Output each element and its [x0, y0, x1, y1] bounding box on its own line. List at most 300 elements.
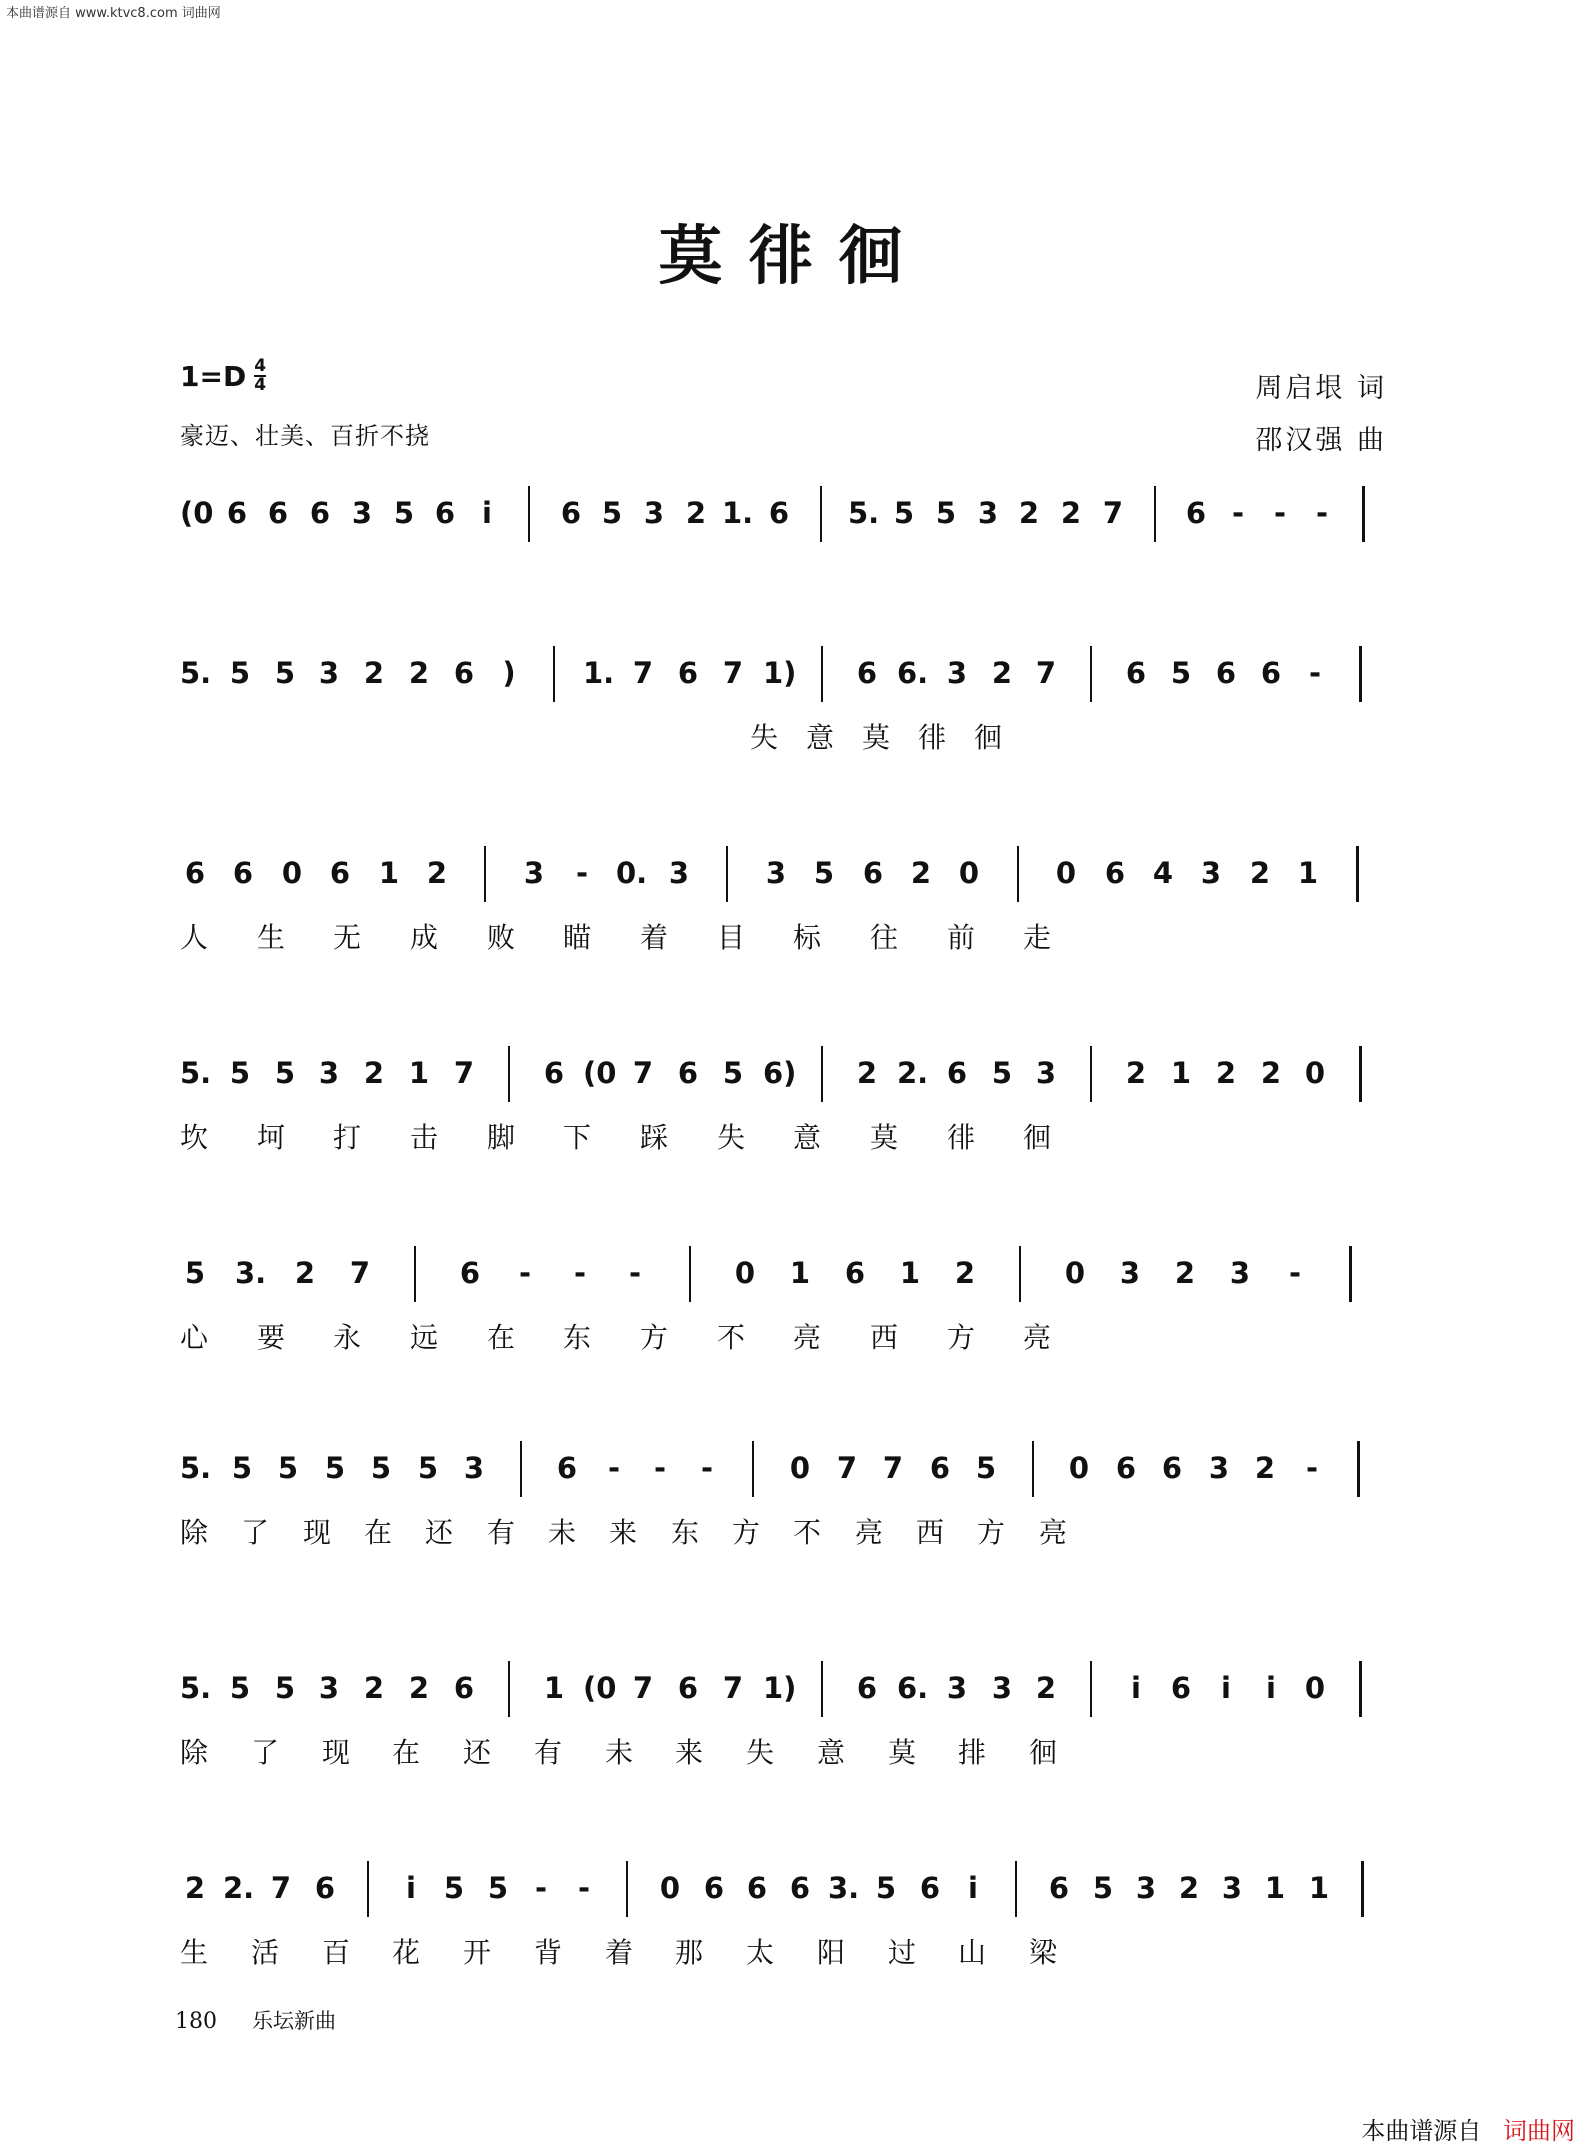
note: 6: [1048, 1871, 1070, 1905]
note: -: [607, 1451, 621, 1485]
lyric-char: 除: [180, 1736, 210, 1769]
note: 2: [991, 656, 1013, 690]
bar-line: [1362, 486, 1365, 542]
note: 2: [1215, 1056, 1237, 1090]
lyric-char: 方: [640, 1321, 670, 1354]
note: 6: [844, 1256, 866, 1290]
lyric-char: 标: [793, 921, 823, 954]
note: 6: [1104, 856, 1126, 890]
lyric-char: 百: [322, 1936, 352, 1969]
bar-line: [553, 646, 555, 702]
lyric-char: 生: [180, 1936, 210, 1969]
note: 7: [882, 1451, 904, 1485]
note: 5.: [848, 496, 880, 530]
time-top: 4: [254, 356, 267, 376]
note: 6: [453, 1671, 475, 1705]
time-signature: [254, 358, 266, 394]
note: 5.: [180, 656, 212, 690]
lyric-char: 来: [609, 1516, 639, 1549]
lyric-char: 意: [793, 1121, 823, 1154]
note: -: [1288, 1256, 1302, 1290]
note: 5: [184, 1256, 206, 1290]
note: 2: [408, 1671, 430, 1705]
lyric-line: [180, 716, 1400, 756]
note: 6: [789, 1871, 811, 1905]
bar-line: [1015, 1861, 1017, 1917]
lyric-char: 莫: [870, 1121, 900, 1154]
note-line: [180, 850, 1400, 900]
lyric-char: 亮: [1023, 1321, 1053, 1354]
lyric-char: 过: [888, 1936, 918, 1969]
bar-line: [1357, 1441, 1360, 1497]
lyric-char: 还: [425, 1516, 455, 1549]
note: 4: [1152, 856, 1174, 890]
note: 1: [899, 1256, 921, 1290]
note: 1.: [583, 656, 615, 690]
note: 6: [459, 1256, 481, 1290]
note-line: [180, 1665, 1400, 1715]
note: i: [1266, 1671, 1276, 1705]
note: 5: [274, 1671, 296, 1705]
note: 3: [351, 496, 373, 530]
bar-line: [752, 1441, 754, 1497]
note: 6: [1260, 656, 1282, 690]
lyric-char: 前: [947, 921, 977, 954]
note: 1: [1170, 1056, 1192, 1090]
note: 7: [632, 1056, 654, 1090]
note: 0: [1068, 1451, 1090, 1485]
note: 2: [408, 656, 430, 690]
key-signature: [180, 358, 266, 394]
lyric-char: 亮: [855, 1516, 885, 1549]
note: -: [518, 1256, 532, 1290]
note: -: [573, 1256, 587, 1290]
note: 6: [434, 496, 456, 530]
lyric-char: 生: [257, 921, 287, 954]
note: 7: [836, 1451, 858, 1485]
lyric-char: 坷: [257, 1121, 287, 1154]
note: 6: [677, 1671, 699, 1705]
lyric-char: 有: [534, 1736, 564, 1769]
lyric-char: 意: [817, 1736, 847, 1769]
note: 2: [1260, 1056, 1282, 1090]
note: 6: [862, 856, 884, 890]
note: i: [1221, 1671, 1231, 1705]
note: 6: [314, 1871, 336, 1905]
note: 6: [856, 1671, 878, 1705]
note: 0: [1304, 1671, 1326, 1705]
note: 5: [274, 656, 296, 690]
bar-line: [1349, 1246, 1352, 1302]
note: -: [628, 1256, 642, 1290]
note: (0: [583, 1671, 617, 1705]
lyric-char: 着: [605, 1936, 635, 1969]
note: 2: [363, 1671, 385, 1705]
watermark-bottom-left: 本曲谱源自: [1361, 2117, 1482, 2145]
note: 3.: [828, 1871, 860, 1905]
note: 3: [1119, 1256, 1141, 1290]
bar-line: [528, 486, 530, 542]
note: 1: [789, 1256, 811, 1290]
note: 3: [1035, 1056, 1057, 1090]
note: 6: [677, 656, 699, 690]
note: 2.: [223, 1871, 255, 1905]
lyric-char: 败: [487, 921, 517, 954]
note: 5.: [180, 1671, 212, 1705]
note: 3: [1135, 1871, 1157, 1905]
lyric-char: 坎: [180, 1121, 210, 1154]
lyric-char: 徊: [1023, 1121, 1053, 1154]
lyric-char: 方: [732, 1516, 762, 1549]
note: 1: [1308, 1871, 1330, 1905]
note: 7: [722, 656, 744, 690]
note: 2: [363, 1056, 385, 1090]
lyric-char: 脚: [487, 1121, 517, 1154]
lyric-char: 徊: [1029, 1736, 1059, 1769]
note: 6: [677, 1056, 699, 1090]
note: 6.: [897, 656, 929, 690]
note: 3: [1229, 1256, 1251, 1290]
lyric-char: 花: [392, 1936, 422, 1969]
lyric-char: 亮: [793, 1321, 823, 1354]
bar-line: [520, 1441, 522, 1497]
bar-line: [820, 486, 822, 542]
note: 6: [703, 1871, 725, 1905]
note: -: [575, 856, 589, 890]
note-line: [180, 1050, 1400, 1100]
lyric-line: [180, 556, 1400, 596]
note: 0: [1064, 1256, 1086, 1290]
note: 0: [1304, 1056, 1326, 1090]
note: 6: [1185, 496, 1207, 530]
lyric-char: 阳: [817, 1936, 847, 1969]
note: 1: [408, 1056, 430, 1090]
note: 5: [1092, 1871, 1114, 1905]
book-title: 乐坛新曲: [252, 2009, 336, 2033]
composer-credit: 邵汉强 曲: [1255, 425, 1387, 456]
bar-line: [1359, 1046, 1362, 1102]
note: 6: [267, 496, 289, 530]
lyric-char: 往: [870, 921, 900, 954]
lyric-char: 了: [251, 1736, 281, 1769]
note: (0: [583, 1056, 617, 1090]
note: 0: [281, 856, 303, 890]
note: 6: [856, 656, 878, 690]
note: 6: [560, 496, 582, 530]
note: i: [406, 1871, 416, 1905]
bar-line: [1359, 646, 1362, 702]
note: 1: [543, 1671, 565, 1705]
note: 0: [659, 1871, 681, 1905]
lyric-char: 踩: [640, 1121, 670, 1154]
note: i: [1131, 1671, 1141, 1705]
watermark-bottom-right: 词曲网: [1503, 2117, 1575, 2145]
lyric-char: 那: [675, 1936, 705, 1969]
lyric-char: 现: [303, 1516, 333, 1549]
note: 6: [919, 1871, 941, 1905]
note: 7: [1102, 496, 1124, 530]
lyric-char: 着: [640, 921, 670, 954]
note: 5: [1170, 656, 1192, 690]
note-line: [180, 650, 1400, 700]
score-row: [180, 490, 1400, 620]
note: 6: [1215, 656, 1237, 690]
note: 0: [734, 1256, 756, 1290]
note: 2: [1125, 1056, 1147, 1090]
lyric-char: 背: [534, 1936, 564, 1969]
note: 1: [378, 856, 400, 890]
note: 2: [910, 856, 932, 890]
score-row: [180, 1050, 1400, 1180]
note: 1: [1264, 1871, 1286, 1905]
lyric-line: [180, 1931, 1400, 1971]
note: 2: [856, 1056, 878, 1090]
note: 6: [929, 1451, 951, 1485]
note: 7: [453, 1056, 475, 1090]
tempo-marking: 豪迈、壮美、百折不挠: [180, 422, 430, 450]
lyric-char: 目: [717, 921, 747, 954]
bar-line: [508, 1046, 510, 1102]
bar-line: [626, 1861, 628, 1917]
note: 6: [1170, 1671, 1192, 1705]
bar-line: [1032, 1441, 1034, 1497]
note: 5: [393, 496, 415, 530]
note: 3: [1200, 856, 1222, 890]
lyric-char: 莫: [862, 721, 892, 754]
note-line: [180, 490, 1400, 540]
lyric-char: 方: [947, 1321, 977, 1354]
bar-line: [1090, 1661, 1092, 1717]
note: 7: [270, 1871, 292, 1905]
lyric-char: 在: [487, 1321, 517, 1354]
note: 2: [426, 856, 448, 890]
note: 3: [463, 1451, 485, 1485]
note: 7: [349, 1256, 371, 1290]
lyric-char: 成: [410, 921, 440, 954]
lyric-line: [180, 1116, 1400, 1156]
note: 5: [229, 1056, 251, 1090]
note: 2: [1060, 496, 1082, 530]
note: -: [577, 1871, 591, 1905]
score-row: [180, 1445, 1400, 1575]
bar-line: [1359, 1661, 1362, 1717]
lyric-char: 太: [746, 1936, 776, 1969]
note: -: [1305, 1451, 1319, 1485]
note: 5: [274, 1056, 296, 1090]
lyric-char: 要: [257, 1321, 287, 1354]
page-number: 180: [175, 2009, 217, 2034]
lyric-char: 心: [180, 1321, 210, 1354]
lyric-char: 徊: [974, 721, 1004, 754]
note: 5: [417, 1451, 439, 1485]
note: 1): [763, 656, 797, 690]
note: 3: [765, 856, 787, 890]
lyric-char: 失: [746, 1736, 776, 1769]
note: 6: [184, 856, 206, 890]
note: 3: [946, 656, 968, 690]
lyric-char: 亮: [1039, 1516, 1069, 1549]
note: ): [502, 656, 516, 690]
note: 6.: [897, 1671, 929, 1705]
note: 2: [1249, 856, 1271, 890]
note: 2.: [897, 1056, 929, 1090]
note: (0: [180, 496, 214, 530]
note: 2: [294, 1256, 316, 1290]
lyric-char: 失: [717, 1121, 747, 1154]
note: 3: [946, 1671, 968, 1705]
note: 0.: [616, 856, 648, 890]
lyric-char: 在: [364, 1516, 394, 1549]
bar-line: [414, 1246, 416, 1302]
bar-line: [1090, 646, 1092, 702]
note: 5: [601, 496, 623, 530]
note: 7: [1035, 656, 1057, 690]
lyric-char: 在: [392, 1736, 422, 1769]
note: 5: [443, 1871, 465, 1905]
bar-line: [1356, 846, 1359, 902]
page-footer: [175, 2005, 336, 2035]
note: 2: [685, 496, 707, 530]
note: 2: [1035, 1671, 1057, 1705]
lyric-char: 除: [180, 1516, 210, 1549]
note: 6: [556, 1451, 578, 1485]
note: 7: [722, 1671, 744, 1705]
note: -: [700, 1451, 714, 1485]
note: 3: [991, 1671, 1013, 1705]
note: 5: [975, 1451, 997, 1485]
score-row: [180, 650, 1400, 780]
note: i: [968, 1871, 978, 1905]
note: 5: [370, 1451, 392, 1485]
bar-line: [821, 1046, 823, 1102]
bar-line: [1090, 1046, 1092, 1102]
note: 3: [318, 1671, 340, 1705]
lyric-line: [180, 1731, 1400, 1771]
lyric-char: 还: [463, 1736, 493, 1769]
note: 5: [875, 1871, 897, 1905]
note-line: [180, 1865, 1400, 1915]
note: 3: [1221, 1871, 1243, 1905]
lyric-char: 梁: [1029, 1936, 1059, 1969]
note: -: [534, 1871, 548, 1905]
note: 6: [329, 856, 351, 890]
lyric-char: 人: [180, 921, 210, 954]
note: 0: [958, 856, 980, 890]
note: 6: [232, 856, 254, 890]
note: 5: [935, 496, 957, 530]
bar-line: [1019, 1246, 1021, 1302]
lyric-line: [180, 1511, 1400, 1551]
bar-line: [726, 846, 728, 902]
lyric-char: 未: [605, 1736, 635, 1769]
note: 3.: [235, 1256, 267, 1290]
note: 5: [813, 856, 835, 890]
note: 6: [1115, 1451, 1137, 1485]
note: 3: [1208, 1451, 1230, 1485]
note: 2: [954, 1256, 976, 1290]
note: 3: [318, 656, 340, 690]
note: 5: [722, 1056, 744, 1090]
watermark-top: 本曲谱源自 www.ktvc8.com 词曲网: [6, 6, 221, 21]
bar-line: [367, 1861, 369, 1917]
lyric-char: 开: [463, 1936, 493, 1969]
note: 3: [643, 496, 665, 530]
bar-line: [689, 1246, 691, 1302]
lyric-char: 永: [333, 1321, 363, 1354]
lyric-char: 下: [563, 1121, 593, 1154]
lyric-char: 失: [750, 721, 780, 754]
note: 1.: [722, 496, 754, 530]
lyric-char: 排: [958, 1736, 988, 1769]
lyric-char: 活: [251, 1936, 281, 1969]
note: 5.: [180, 1056, 212, 1090]
score-row: [180, 850, 1400, 980]
note: 5: [324, 1451, 346, 1485]
note: 0: [1055, 856, 1077, 890]
bar-line: [1361, 1861, 1364, 1917]
note: 6: [1161, 1451, 1183, 1485]
lyric-char: 瞄: [563, 921, 593, 954]
note: 2: [184, 1871, 206, 1905]
note: -: [1273, 496, 1287, 530]
score-row: [180, 1865, 1400, 1995]
lyric-char: 意: [806, 721, 836, 754]
lyric-char: 现: [322, 1736, 352, 1769]
lyric-char: 未: [548, 1516, 578, 1549]
lyric-char: 徘: [947, 1121, 977, 1154]
score-row: [180, 1250, 1400, 1380]
note: 6: [226, 496, 248, 530]
score-row: [180, 1665, 1400, 1795]
note-line: [180, 1250, 1400, 1300]
page-title: 莫徘徊: [658, 219, 929, 294]
note: 6: [768, 496, 790, 530]
lyric-char: 不: [717, 1321, 747, 1354]
note: 2: [363, 656, 385, 690]
note: 3: [523, 856, 545, 890]
lyric-char: 不: [793, 1516, 823, 1549]
note: 6): [763, 1056, 797, 1090]
bar-line: [1154, 486, 1156, 542]
lyric-char: 有: [487, 1516, 517, 1549]
note: i: [482, 496, 492, 530]
note: 3: [668, 856, 690, 890]
note-line: [180, 1445, 1400, 1495]
note: 2: [1178, 1871, 1200, 1905]
bar-line: [508, 1661, 510, 1717]
lyric-char: 来: [675, 1736, 705, 1769]
note: 6: [746, 1871, 768, 1905]
lyric-char: 东: [563, 1321, 593, 1354]
time-bottom: 4: [254, 375, 267, 395]
note: 6: [946, 1056, 968, 1090]
lyricist-credit: 周启垠 词: [1255, 373, 1387, 404]
note: 1): [763, 1671, 797, 1705]
bar-line: [1017, 846, 1019, 902]
lyric-char: 徘: [918, 721, 948, 754]
note: 5: [893, 496, 915, 530]
bar-line: [821, 1661, 823, 1717]
lyric-char: 方: [977, 1516, 1007, 1549]
note: -: [1315, 496, 1329, 530]
note: 6: [453, 656, 475, 690]
note: 6: [543, 1056, 565, 1090]
note: 5: [277, 1451, 299, 1485]
note: 5.: [180, 1451, 212, 1485]
note: 0: [789, 1451, 811, 1485]
lyric-char: 走: [1023, 921, 1053, 954]
note: 2: [1254, 1451, 1276, 1485]
